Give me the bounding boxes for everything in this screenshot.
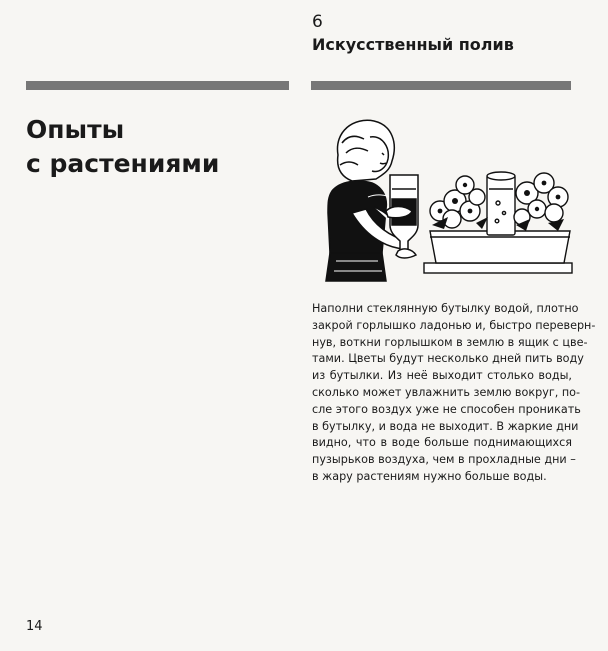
section-title-line-1: Опыты	[26, 115, 125, 144]
section-title-line-2: с растениями	[26, 149, 220, 178]
body-paragraph	[312, 301, 596, 486]
body-line: Наполни стеклянную бутылку водой, плотно	[312, 302, 579, 315]
divider-bar-right	[311, 81, 571, 90]
body-line: из бутылки. Из неё выходит столько воды,	[312, 369, 572, 383]
girl-watering-plants-icon	[312, 113, 574, 289]
divider-bar-left	[26, 81, 289, 90]
page-number: 14	[26, 619, 43, 634]
body-line: тами. Цветы будут несколько дней пить воду	[312, 352, 584, 366]
body-line: в жару растениям нужно больше воды.	[312, 469, 547, 483]
body-line: сле этого воздух уже не способен проникать	[312, 402, 581, 416]
body-line: закрой горлышко ладонью и, быстро переверн-	[312, 318, 596, 332]
section-title	[26, 113, 288, 181]
body-line: сколько может увлажнить землю вокруг, по-	[312, 385, 581, 399]
body-line: нув, воткни горлышком в землю в ящик с цве-	[312, 335, 588, 349]
body-line: в бутылку, и вода не выходит. В жаркие дни	[312, 419, 579, 433]
body-line: пузырьков воздуха, чем в прохладные дни –	[312, 453, 576, 467]
chapter-title: Искусственный полив	[312, 35, 514, 54]
chapter-number: 6	[312, 12, 323, 32]
body-line: видно, что в воде больше поднимающихся	[312, 436, 572, 450]
